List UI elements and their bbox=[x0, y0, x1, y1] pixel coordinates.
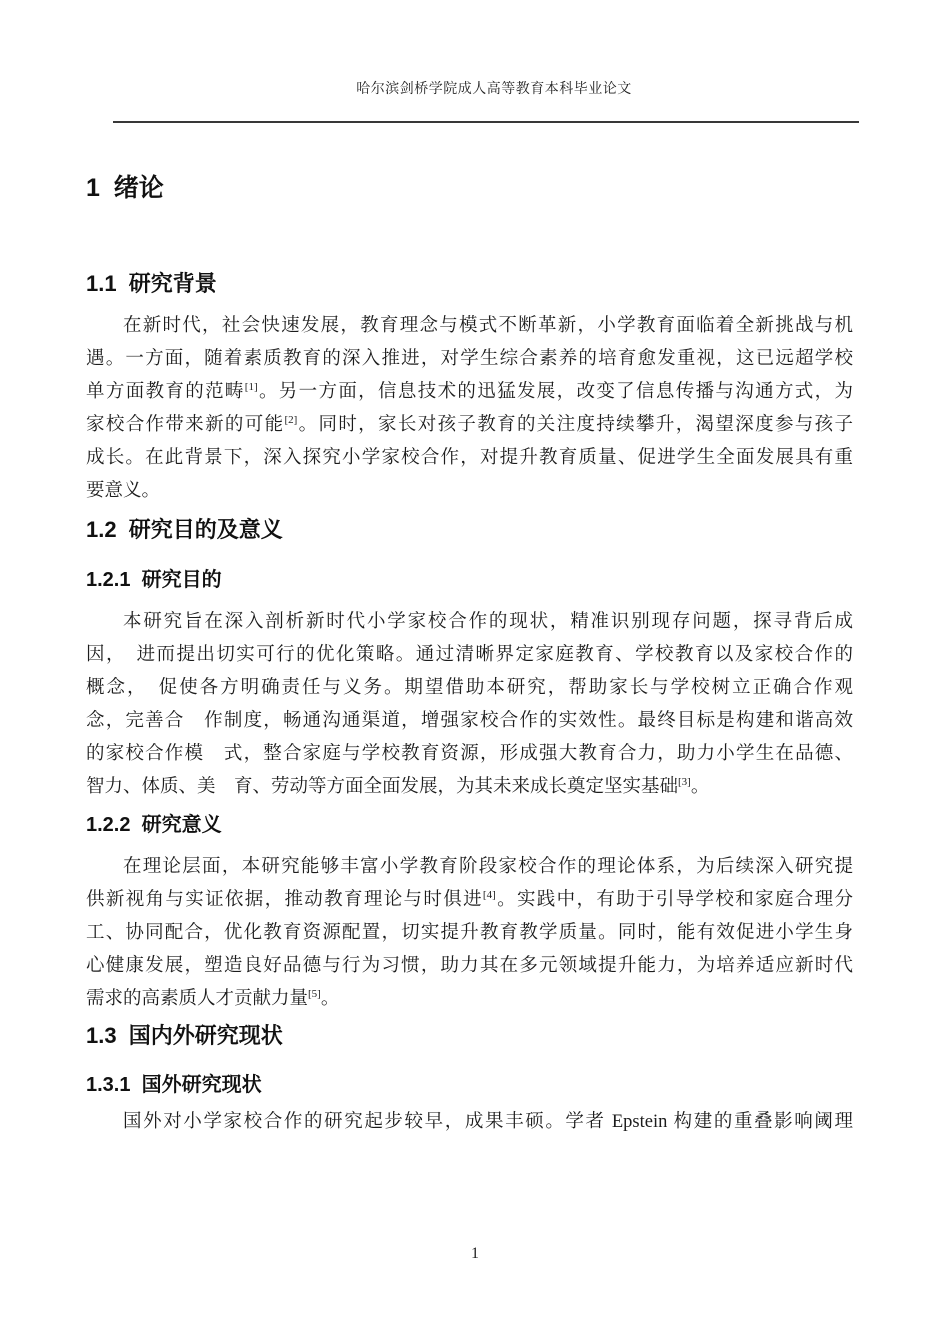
citation-ref: [3] bbox=[678, 776, 691, 788]
text-line: 工、协同配合，优化教育资源配置，切实提升教育教学质量。同时，能有效促进小学生身 bbox=[86, 923, 853, 943]
text-line: 国外对小学家校合作的研究起步较早，成果丰硕。学者 Epstein 构建的重叠影响阈理 bbox=[123, 1112, 853, 1132]
chapter-1-heading: 1 绪论 bbox=[86, 174, 164, 202]
citation-ref: [1] bbox=[244, 381, 258, 393]
paragraph-research-background bbox=[86, 310, 853, 508]
header-title: 哈尔滨剑桥学院成人高等教育本科毕业论文 bbox=[356, 82, 632, 97]
section-1-2-heading: 1.2 研究目的及意义 bbox=[86, 517, 283, 542]
text-line: 本研究旨在深入剖析新时代小学家校合作的现状，精准识别现存问题，探寻背后成 bbox=[123, 612, 853, 632]
text-line: 概念， 促使各方明确责任与义务。期望借助本研究，帮助家长与学校树立正确合作观 bbox=[86, 678, 853, 698]
text-line: 供新视角与实证依据，推动教育理论与时俱进[4]。实践中，有助于引导学校和家庭合理分 bbox=[86, 889, 853, 910]
paragraph-foreign-research-status bbox=[86, 1106, 853, 1139]
page-number: 1 bbox=[471, 1245, 479, 1262]
text-line: 的家校合作模 式，整合家庭与学校教育资源，形成强大教育合力，助力小学生在品德、 bbox=[86, 744, 853, 764]
section-1-1-heading: 1.1 研究背景 bbox=[86, 271, 217, 296]
subsection-1-3-1-heading: 1.3.1 国外研究现状 bbox=[86, 1074, 262, 1096]
text-line: 单方面教育的范畴[1]。另一方面，信息技术的迅猛发展，改变了信息传播与沟通方式，为 bbox=[86, 381, 853, 402]
page-footer bbox=[0, 1245, 950, 1263]
text-line: 智力、体质、美 育、劳动等方面全面发展，为其未来成长奠定坚实基础[3]。 bbox=[86, 776, 710, 797]
paragraph-research-significance bbox=[86, 851, 853, 1016]
citation-ref: [2] bbox=[284, 414, 298, 426]
text-line: 要意义。 bbox=[86, 481, 161, 501]
text-line: 成长。在此背景下，深入探究小学家校合作，对提升教育质量、促进学生全面发展具有重 bbox=[86, 448, 853, 468]
paragraph-research-purpose bbox=[86, 606, 853, 804]
text-line: 在理论层面，本研究能够丰富小学教育阶段家校合作的理论体系，为后续深入研究提 bbox=[123, 857, 853, 877]
text-line: 家校合作带来新的可能[2]。同时，家长对孩子教育的关注度持续攀升，渴望深度参与孩子 bbox=[86, 414, 853, 435]
text-line: 因， 进而提出切实可行的优化策略。通过清晰界定家庭教育、学校教育以及家校合作的 bbox=[86, 645, 853, 665]
document-body bbox=[86, 0, 853, 1139]
citation-ref: [4] bbox=[482, 889, 496, 901]
subsection-1-2-2-heading: 1.2.2 研究意义 bbox=[86, 814, 222, 836]
subsection-1-2-1-heading: 1.2.1 研究目的 bbox=[86, 569, 222, 591]
section-1-3-heading: 1.3 国内外研究现状 bbox=[86, 1023, 283, 1048]
text-line: 在新时代，社会快速发展，教育理念与模式不断革新，小学教育面临着全新挑战与机 bbox=[123, 316, 853, 336]
text-line: 遇。一方面，随着素质教育的深入推进，对学生综合素养的培育愈发重视，这已远超学校 bbox=[86, 349, 853, 369]
text-line: 需求的高素质人才贡献力量[5]。 bbox=[86, 988, 340, 1009]
citation-ref: [5] bbox=[308, 988, 321, 1000]
text-line: 心健康发展，塑造良好品德与行为习惯，助力其在多元领域提升能力，为培养适应新时代 bbox=[86, 956, 853, 976]
text-line: 念，完善合 作制度，畅通沟通渠道，增强家校合作的实效性。最终目标是构建和谐高效 bbox=[86, 711, 853, 731]
